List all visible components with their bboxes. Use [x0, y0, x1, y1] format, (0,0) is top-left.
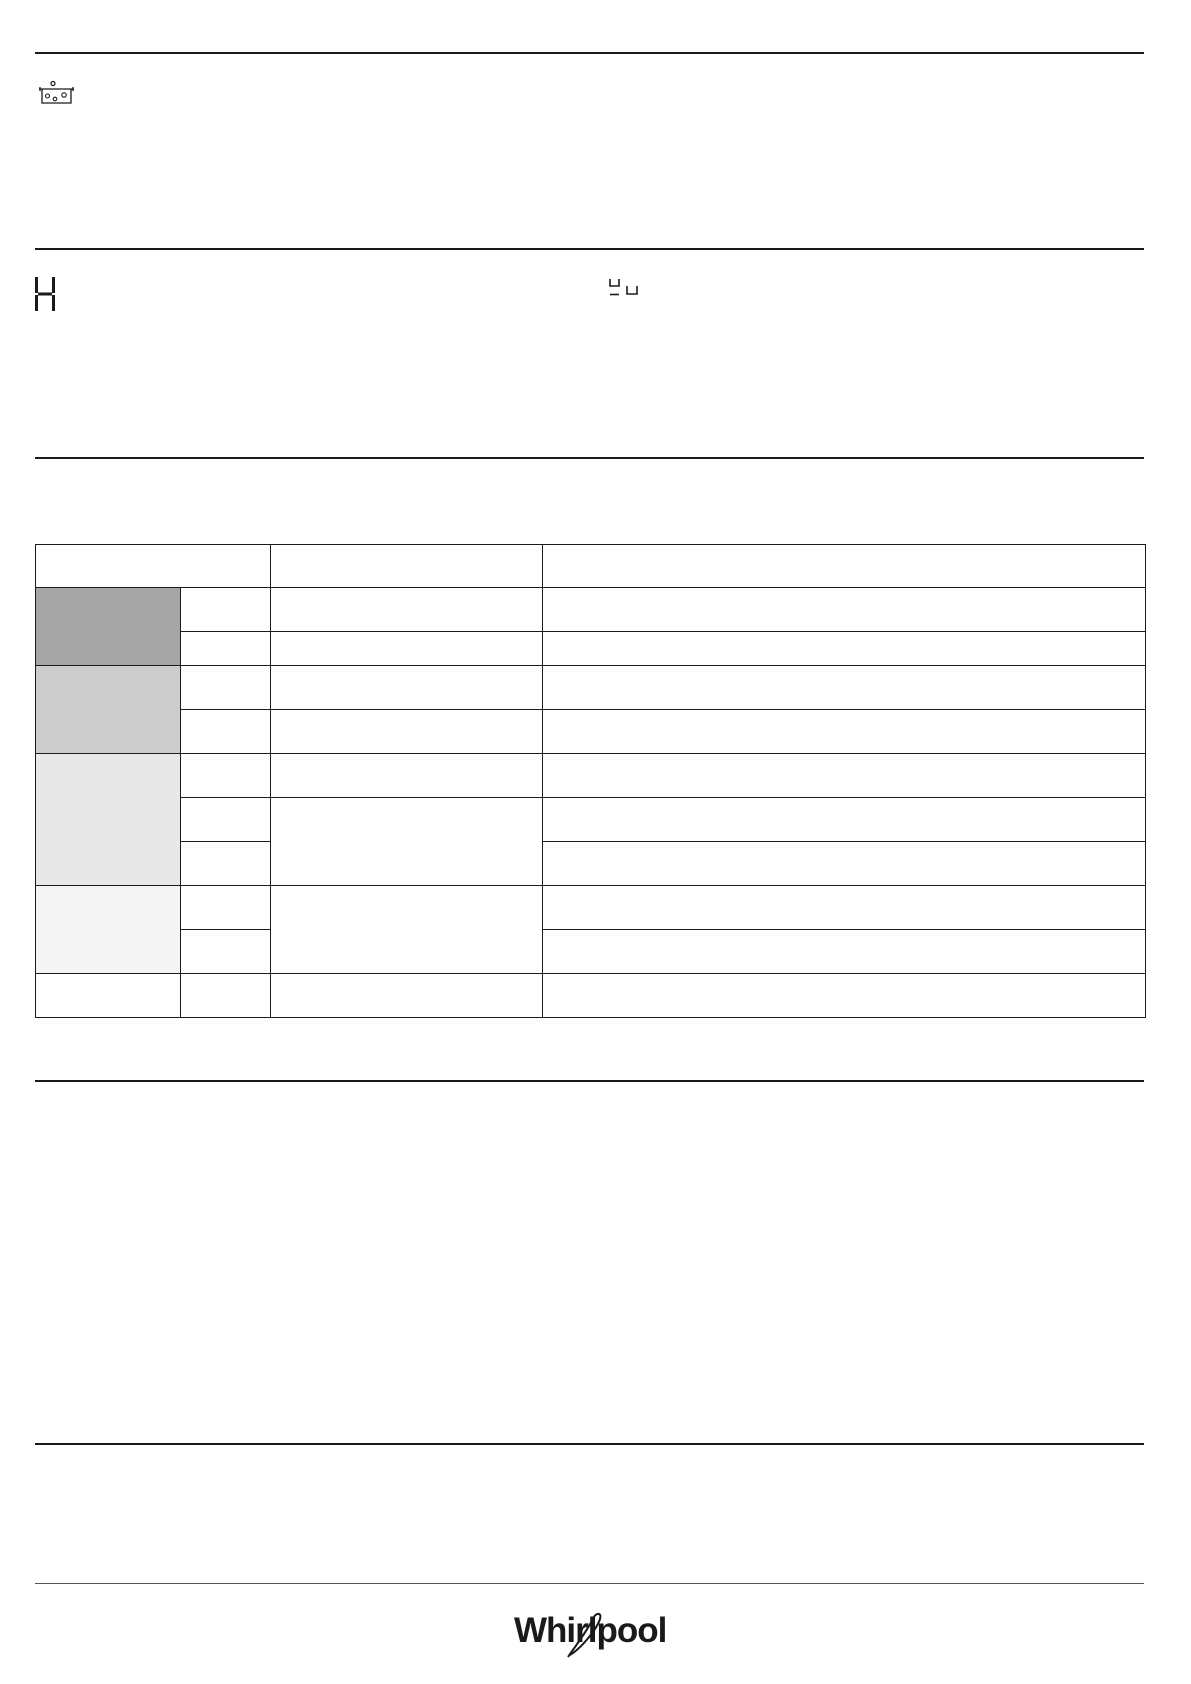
table-cell — [181, 754, 271, 798]
table-cell — [271, 798, 543, 886]
table-cell — [181, 930, 271, 974]
table-row — [36, 666, 1146, 710]
section-rule-1 — [35, 52, 1144, 54]
segment-display-icon — [608, 278, 640, 298]
table-cell — [271, 588, 543, 632]
table-row — [36, 930, 1146, 974]
table-header-row — [36, 545, 1146, 588]
section-rule-3 — [35, 457, 1144, 459]
table-cell — [543, 666, 1146, 710]
table-cell — [271, 710, 543, 754]
table-header-cell — [543, 545, 1146, 588]
wash-tub-icon — [38, 80, 78, 106]
table-cell — [181, 666, 271, 710]
footer-rule — [35, 1583, 1144, 1584]
section-rule-4 — [35, 1080, 1144, 1082]
table-row — [36, 588, 1146, 632]
heat-level-table — [35, 544, 1146, 1018]
table-cell — [271, 632, 543, 666]
table-row — [36, 754, 1146, 798]
table-header-cell — [271, 545, 543, 588]
table-row — [36, 886, 1146, 930]
heat-band-cell-2 — [36, 666, 181, 754]
table-row — [36, 632, 1146, 666]
table-row — [36, 710, 1146, 754]
table-cell — [543, 886, 1146, 930]
table-cell — [543, 632, 1146, 666]
heat-band-cell-5 — [36, 974, 181, 1018]
section-rule-2 — [35, 248, 1144, 250]
table-cell — [181, 974, 271, 1018]
table-cell — [543, 754, 1146, 798]
table-cell — [543, 974, 1146, 1018]
heat-band-cell-4 — [36, 886, 181, 974]
table-cell — [543, 798, 1146, 842]
table-cell — [543, 842, 1146, 886]
table-row — [36, 842, 1146, 886]
table-cell — [543, 588, 1146, 632]
brand-logo — [514, 1605, 667, 1663]
brand-logo-text: Whirlpool — [514, 1611, 667, 1650]
table-row — [36, 798, 1146, 842]
table-cell — [181, 798, 271, 842]
table-cell — [181, 632, 271, 666]
table-cell — [543, 930, 1146, 974]
heat-band-cell-1 — [36, 588, 181, 666]
table-cell — [181, 842, 271, 886]
table-cell — [181, 886, 271, 930]
table-cell — [543, 710, 1146, 754]
table-cell — [271, 754, 543, 798]
table-cell — [181, 588, 271, 632]
table-row — [36, 974, 1146, 1018]
table-cell — [271, 886, 543, 974]
segment-h-icon — [33, 276, 57, 312]
heat-band-cell-3 — [36, 754, 181, 886]
table-header-cell — [36, 545, 271, 588]
table-cell — [181, 710, 271, 754]
table-cell — [271, 666, 543, 710]
section-rule-5 — [35, 1443, 1144, 1445]
brand-logo-swoosh — [514, 1605, 667, 1663]
table-cell — [271, 974, 543, 1018]
